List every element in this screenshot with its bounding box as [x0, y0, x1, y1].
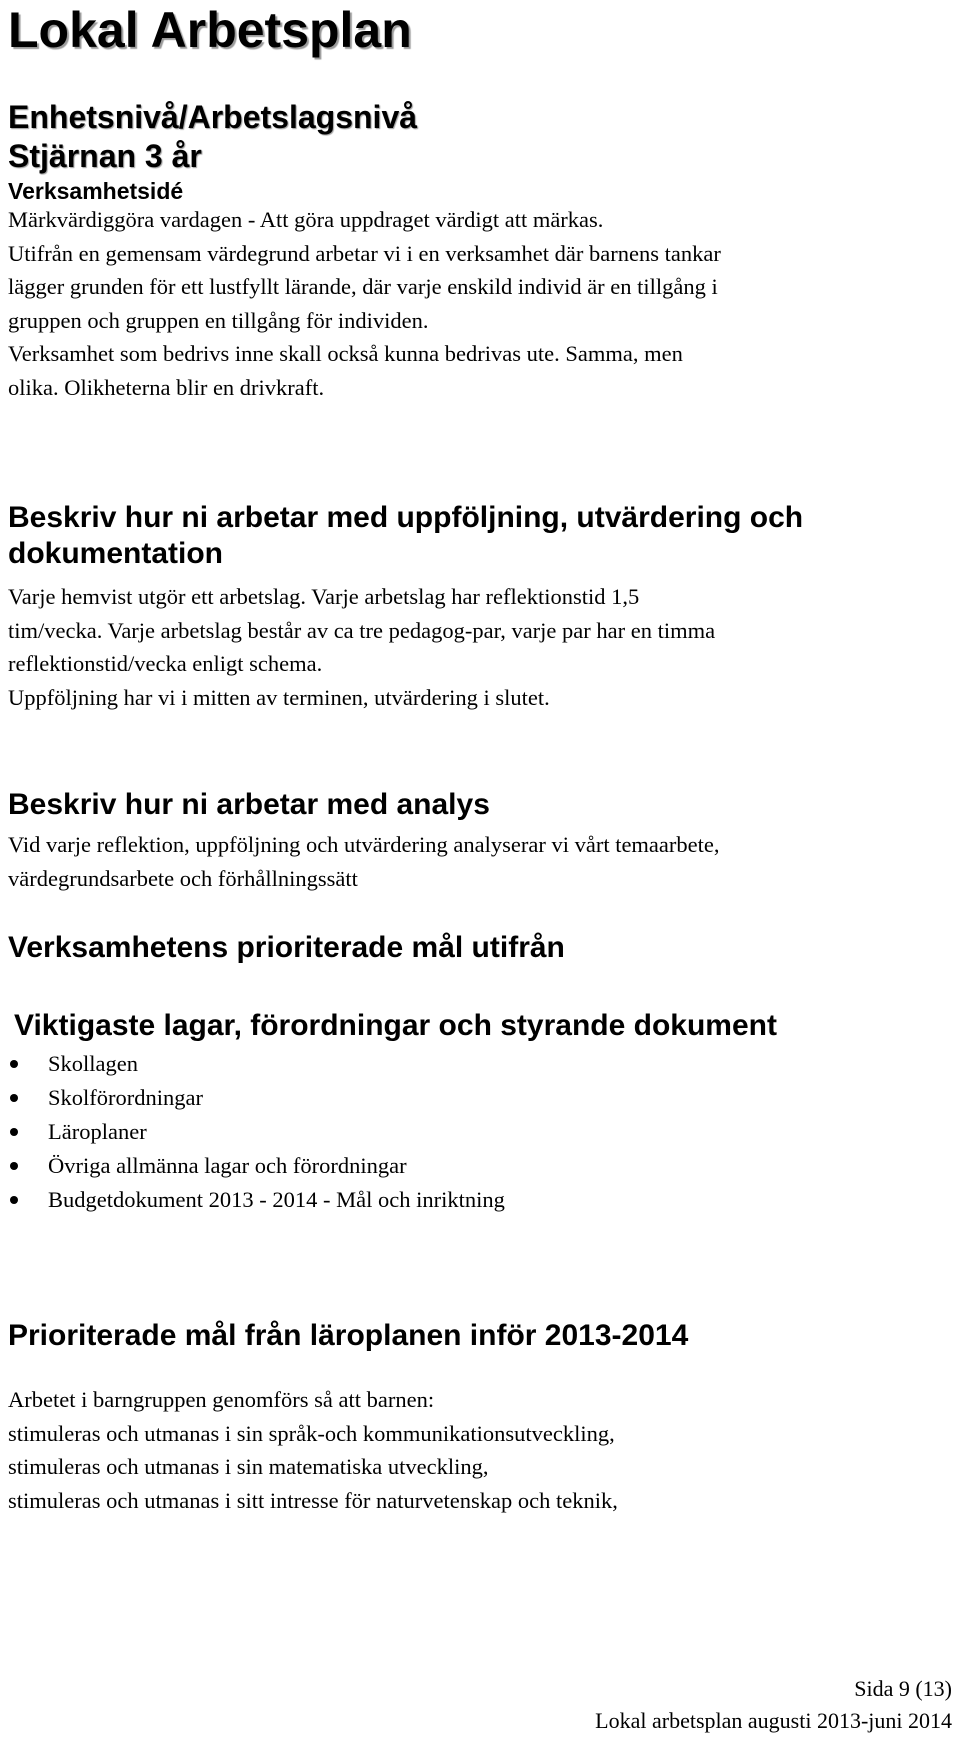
laroplan-line: Arbetet i barngruppen genomförs så att barnen:: [8, 1387, 435, 1412]
uppfoljning-line: Varje hemvist utgör ett arbetslag. Varje arbetslag har reflektionstid 1,5: [8, 584, 640, 609]
bullet-icon: [10, 1094, 18, 1102]
bullet-icon: [10, 1060, 18, 1068]
verksamhetside-heading: Verksamhetsidé: [8, 178, 184, 204]
footer-page-number: Sida 9 (13): [854, 1676, 952, 1701]
unit-level-heading: Enhetsnivå/Arbetslagsnivå: [8, 99, 418, 135]
uppfoljning-heading: [8, 500, 803, 572]
unit-name-heading: Stjärnan 3 år: [8, 138, 202, 174]
document-title: Lokal Arbetsplan: [8, 2, 412, 58]
bullet-icon: [10, 1128, 18, 1136]
lagar-list: [8, 1047, 505, 1217]
list-item: Skolförordningar: [8, 1081, 505, 1115]
list-item: Läroplaner: [8, 1115, 505, 1149]
verksamhetside-line: Utifrån en gemensam värdegrund arbetar vi i en verksamhet där barnens tankar: [8, 240, 721, 266]
verksamhetside-text: [8, 203, 721, 405]
uppfoljning-heading-line: Beskriv hur ni arbetar med uppföljning, utvärdering och: [8, 501, 804, 534]
laroplan-line: stimuleras och utmanas i sitt intresse för naturvetenskap och teknik,: [8, 1487, 618, 1513]
list-item: Skollagen: [8, 1047, 505, 1081]
lagar-heading: Viktigaste lagar, förordningar och styrande dokument: [14, 1009, 777, 1042]
verksamhetside-line: lägger grunden för ett lustfyllt lärande, där varje enskild individ är en tillgång i: [8, 274, 718, 300]
verksamhetside-line: Märkvärdiggöra vardagen - Att göra uppdraget värdigt att märkas.: [8, 207, 604, 232]
verksamhetside-line: olika. Olikheterna blir en drivkraft.: [8, 374, 325, 400]
analys-heading: Beskriv hur ni arbetar med analys: [8, 788, 490, 821]
analys-line: värdegrundsarbete och förhållningssätt: [8, 865, 358, 891]
uppfoljning-heading-line: dokumentation: [8, 537, 223, 570]
footer-document-name: Lokal arbetsplan augusti 2013-juni 2014: [595, 1708, 952, 1733]
laroplan-line: stimuleras och utmanas i sin språk-och kommunikationsutveckling,: [8, 1420, 615, 1446]
list-item: Övriga allmänna lagar och förordningar: [8, 1149, 505, 1183]
laroplan-text: [8, 1383, 618, 1517]
verksamhetside-line: Verksamhet som bedrivs inne skall också kunna bedrivas ute. Samma, men: [8, 341, 683, 367]
uppfoljning-line: Uppföljning har vi i mitten av terminen, utvärdering i slutet.: [8, 684, 550, 710]
verksamhetside-line: gruppen och gruppen en tillgång för individen.: [8, 307, 429, 333]
analys-text: [8, 828, 720, 895]
bullet-icon: [10, 1196, 18, 1204]
uppfoljning-line: reflektionstid/vecka enligt schema.: [8, 651, 323, 677]
uppfoljning-text: [8, 580, 715, 714]
analys-line: Vid varje reflektion, uppföljning och utvärdering analyserar vi vårt temaarbete,: [8, 832, 720, 857]
laroplan-heading: Prioriterade mål från läroplanen inför 2013-2014: [8, 1319, 689, 1352]
list-item: Budgetdokument 2013 - 2014 - Mål och inriktning: [8, 1183, 505, 1217]
prioriterade-mal-heading: Verksamhetens prioriterade mål utifrån: [8, 931, 565, 964]
laroplan-line: stimuleras och utmanas i sin matematiska utveckling,: [8, 1454, 489, 1480]
bullet-icon: [10, 1162, 18, 1170]
uppfoljning-line: tim/vecka. Varje arbetslag består av ca tre pedagog-par, varje par har en timma: [8, 617, 716, 643]
